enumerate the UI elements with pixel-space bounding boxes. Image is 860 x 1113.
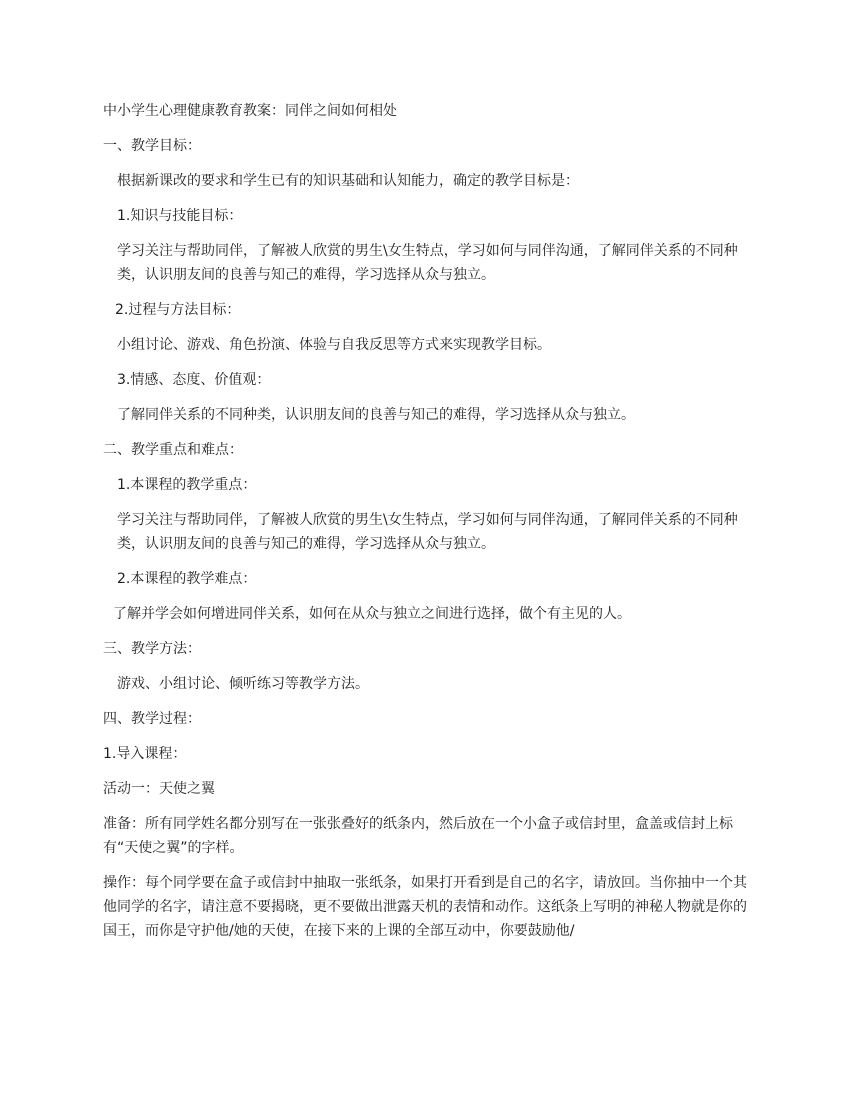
subheading: 1.本课程的教学重点： [117, 477, 257, 493]
paragraph: 了解并学会如何增进同伴关系，如何在从众与独立之间进行选择，做个有主见的人。 [113, 606, 631, 622]
subheading: 2.过程与方法目标： [115, 302, 241, 318]
paragraph: 小组讨论、游戏、角色扮演、体验与自我反思等方式来实现教学目标。 [117, 337, 551, 353]
subheading: 2.本课程的教学难点： [117, 571, 257, 587]
paragraph: 学习关注与帮助同伴，了解被人欣赏的男生\女生特点，学习如何与同伴沟通，了解同伴关系的不同种类，认识朋友间的良善与知己的难得，学习选择从众与独立。 [117, 243, 738, 283]
paragraph: 学习关注与帮助同伴，了解被人欣赏的男生\女生特点，学习如何与同伴沟通，了解同伴关系的不同种类，认识朋友间的良善与知己的难得，学习选择从众与独立。 [117, 512, 738, 552]
section-heading: 四、教学过程： [103, 711, 201, 727]
paragraph: 了解同伴关系的不同种类，认识朋友间的良善与知己的难得，学习选择从众与独立。 [117, 407, 635, 423]
section-heading: 一、教学目标： [103, 138, 201, 154]
paragraph: 操作：每个同学要在盒子或信封中抽取一张纸条，如果打开看到是自己的名字，请放回。当你抽中一个其他同学的名字，请注意不要揭晓，更不要做出泄露天机的表情和动作。这纸条上写明的神秘人物就是你的国王，而你是守护他/她的天使，在接下来的上课的全部互动中，你要鼓励他/ [103, 875, 747, 939]
subheading: 3.情感、态度、价值观： [117, 372, 271, 388]
paragraph: 根据新课改的要求和学生已有的知识基础和认知能力，确定的教学目标是： [117, 173, 579, 189]
document-page [103, 99, 758, 954]
paragraph: 游戏、小组讨论、倾听练习等教学方法。 [117, 676, 369, 692]
paragraph: 准备：所有同学姓名都分别写在一张张叠好的纸条内，然后放在一个小盒子或信封里，盒盖或信封上标有“天使之翼”的字样。 [103, 816, 733, 856]
document-title: 中小学生心理健康教育教案：同伴之间如何相处 [103, 103, 397, 119]
section-heading: 二、教学重点和难点： [103, 442, 243, 458]
activity-title: 活动一：天使之翼 [103, 781, 215, 797]
subheading: 1.导入课程： [103, 746, 187, 762]
subheading: 1.知识与技能目标： [117, 208, 243, 224]
section-heading: 三、教学方法： [103, 641, 201, 657]
